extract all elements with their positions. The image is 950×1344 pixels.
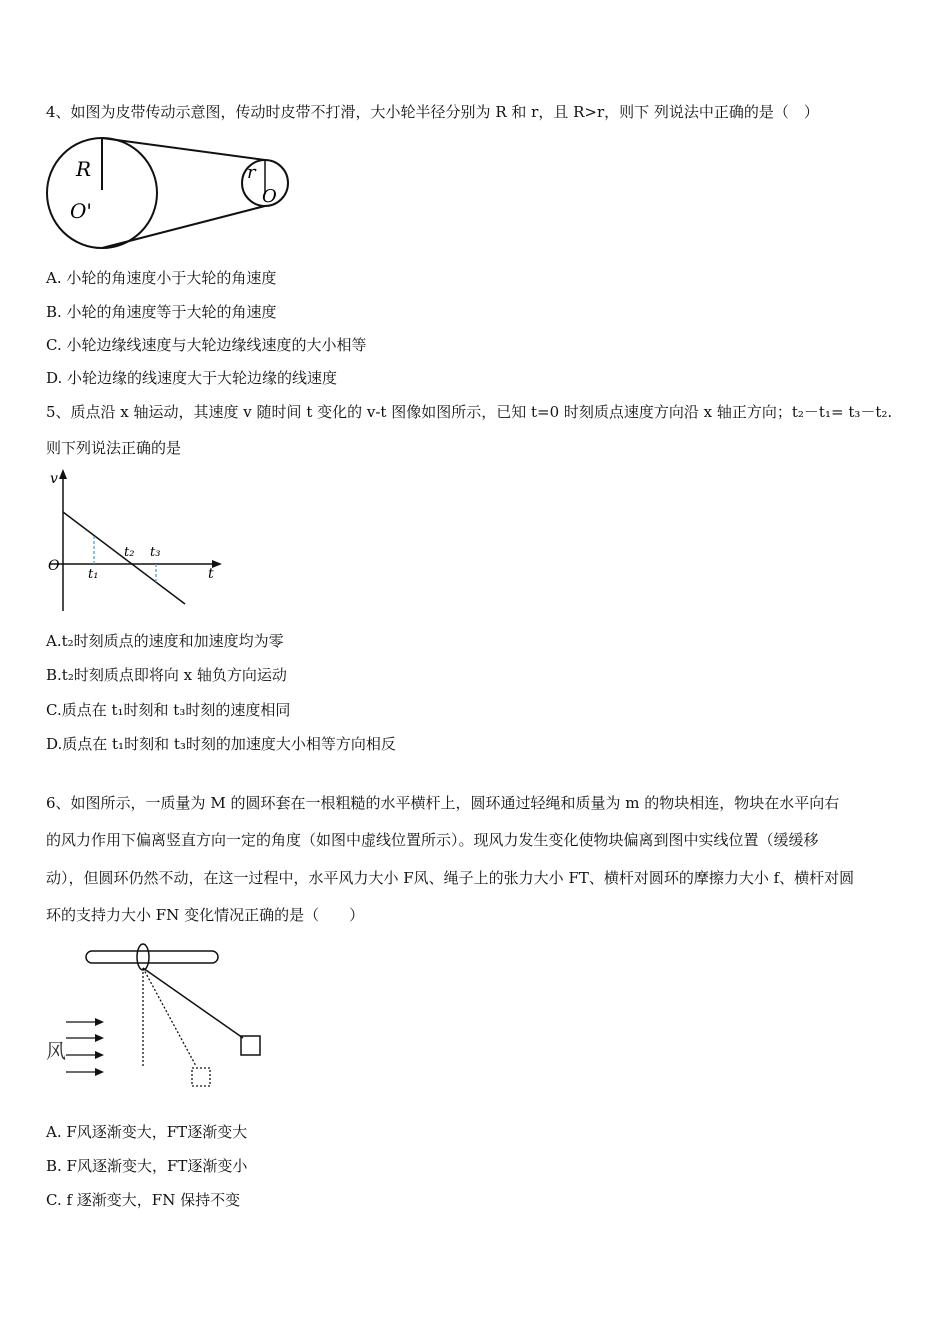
belt-drive-figure: [46, 132, 296, 254]
q5-option-d: D.质点在 t₁时刻和 t₃时刻的加速度大小相等方向相反: [46, 735, 396, 753]
q5-option-b: B.t₂时刻质点即将向 x 轴负方向运动: [46, 666, 287, 684]
q4-stem: 4、如图为皮带传动示意图，传动时皮带不打滑，大小轮半径分别为 R 和 r，且 R>r，则下 列说法中正确的是（ ）: [46, 103, 819, 121]
q5-stem-line2: 则下列说法正确的是: [46, 439, 182, 457]
q5-stem-line1: 5、质点沿 x 轴运动，其速度 v 随时间 t 变化的 v-t 图像如图所示，已知 t=0 时刻质点速度方向沿 x 轴正方向；t₂－t₁= t₃－t₂.: [46, 403, 893, 421]
q6-stem-line3: 动），但圆环仍然不动，在这一过程中，水平风力大小 F风、绳子上的张力大小 FT、横杆对圆环的摩擦力大小 f、横杆对圆: [46, 869, 855, 887]
t2-label: t₂: [124, 545, 135, 560]
origin-label: O: [48, 558, 60, 574]
wind-label: 风: [46, 1039, 66, 1063]
q4-option-a: A. 小轮的角速度小于大轮的角速度: [46, 269, 277, 287]
small-radius-label: r: [247, 162, 256, 183]
q4-option-c: C. 小轮边缘线速度与大轮边缘线速度的大小相等: [46, 336, 367, 354]
t-axis-label: t: [208, 566, 214, 582]
big-radius-label: R: [76, 157, 92, 181]
q6-stem-line4: 环的支持力大小 FN 变化情况正确的是（ ）: [46, 906, 365, 924]
q4-option-d: D. 小轮边缘的线速度大于大轮边缘的线速度: [46, 369, 338, 387]
small-center-label: O: [262, 186, 277, 207]
t3-label: t₃: [150, 545, 161, 560]
q6-option-b: B. F风逐渐变大，FT逐渐变小: [46, 1157, 248, 1175]
v-axis-label: v: [50, 471, 58, 487]
ring-rod-figure: [44, 942, 274, 1092]
big-center-label: O': [70, 199, 92, 223]
wind-arrows: [66, 1018, 104, 1076]
q5-option-a: A.t₂时刻质点的速度和加速度均为零: [46, 632, 284, 650]
q6-stem-line1: 6、如图所示，一质量为 M 的圆环套在一根粗糙的水平横杆上，圆环通过轻绳和质量为 m 的物块相连，物块在水平向右: [46, 794, 840, 812]
q5-option-c: C.质点在 t₁时刻和 t₃时刻的速度相同: [46, 701, 291, 719]
q6-option-c: C. f 逐渐变大，FN 保持不变: [46, 1191, 241, 1209]
q6-option-a: A. F风逐渐变大，FT逐渐变大: [46, 1123, 248, 1141]
q6-stem-line2: 的风力作用下偏离竖直方向一定的角度（如图中虚线位置所示）。现风力发生变化使物块偏离到图中实线位置（缓缓移: [46, 831, 819, 849]
t1-label: t₁: [88, 567, 99, 582]
q4-option-b: B. 小轮的角速度等于大轮的角速度: [46, 303, 277, 321]
vt-graph-figure: [40, 466, 230, 616]
